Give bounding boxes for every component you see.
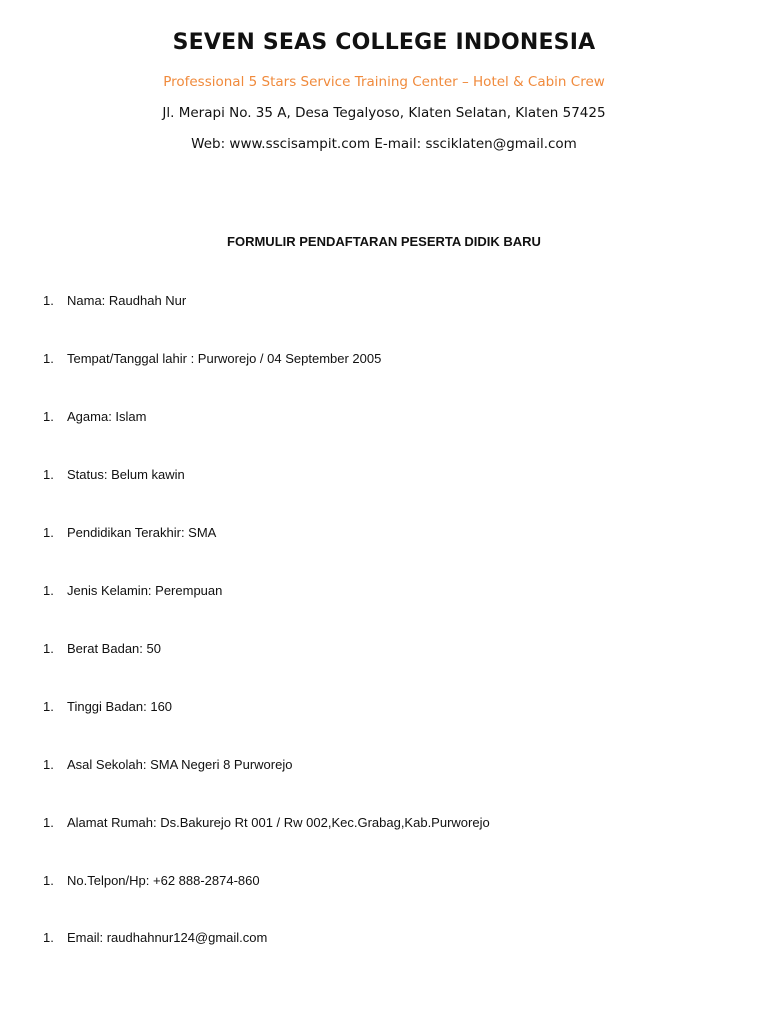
list-number: 1.: [43, 699, 54, 714]
field-text: Jenis Kelamin: Perempuan: [67, 583, 223, 598]
list-number: 1.: [43, 930, 54, 945]
list-number: 1.: [43, 409, 54, 424]
field-jenis-kelamin: [0, 582, 768, 600]
field-text: Nama: Raudhah Nur: [67, 293, 187, 308]
field-alamat-rumah: [0, 814, 768, 832]
field-text: Email: raudhahnur124@gmail.com: [67, 930, 268, 945]
field-tinggi-badan: [0, 698, 768, 716]
field-text: Tinggi Badan: 160: [67, 699, 173, 714]
field-text: Asal Sekolah: SMA Negeri 8 Purworejo: [67, 757, 293, 772]
college-address: Jl. Merapi No. 35 A, Desa Tegalyoso, Klaten Selatan, Klaten 57425: [162, 105, 606, 121]
field-asal-sekolah: [0, 756, 768, 774]
college-tagline: Professional 5 Stars Service Training Center – Hotel & Cabin Crew: [163, 74, 605, 90]
list-number: 1.: [43, 525, 54, 540]
field-text: Agama: Islam: [67, 409, 147, 424]
field-tempat-tanggal-lahir: [0, 350, 768, 368]
field-text: No.Telpon/Hp: +62 888-2874-860: [67, 873, 260, 888]
field-email: [0, 929, 768, 947]
field-text: Alamat Rumah: Ds.Bakurejo Rt 001 / Rw 002,Kec.Grabag,Kab.Purworejo: [67, 815, 490, 830]
field-berat-badan: [0, 640, 768, 658]
college-contact: Web: www.sscisampit.com E-mail: ssciklaten@gmail.com: [191, 136, 577, 152]
list-number: 1.: [43, 815, 54, 830]
form-title: FORMULIR PENDAFTARAN PESERTA DIDIK BARU: [227, 234, 541, 249]
field-text: Pendidikan Terakhir: SMA: [67, 525, 217, 540]
list-number: 1.: [43, 873, 54, 888]
list-number: 1.: [43, 467, 54, 482]
field-pendidikan-terakhir: [0, 524, 768, 542]
field-text: Tempat/Tanggal lahir : Purworejo / 04 September 2005: [67, 351, 382, 366]
college-name: SEVEN SEAS COLLEGE INDONESIA: [172, 30, 596, 55]
field-text: Berat Badan: 50: [67, 641, 161, 656]
list-number: 1.: [43, 641, 54, 656]
field-text: Status: Belum kawin: [67, 467, 185, 482]
list-number: 1.: [43, 757, 54, 772]
field-no-telpon: [0, 872, 768, 890]
list-number: 1.: [43, 583, 54, 598]
field-nama: [0, 292, 768, 310]
field-agama: [0, 408, 768, 426]
list-number: 1.: [43, 293, 54, 308]
list-number: 1.: [43, 351, 54, 366]
field-status: [0, 466, 768, 484]
